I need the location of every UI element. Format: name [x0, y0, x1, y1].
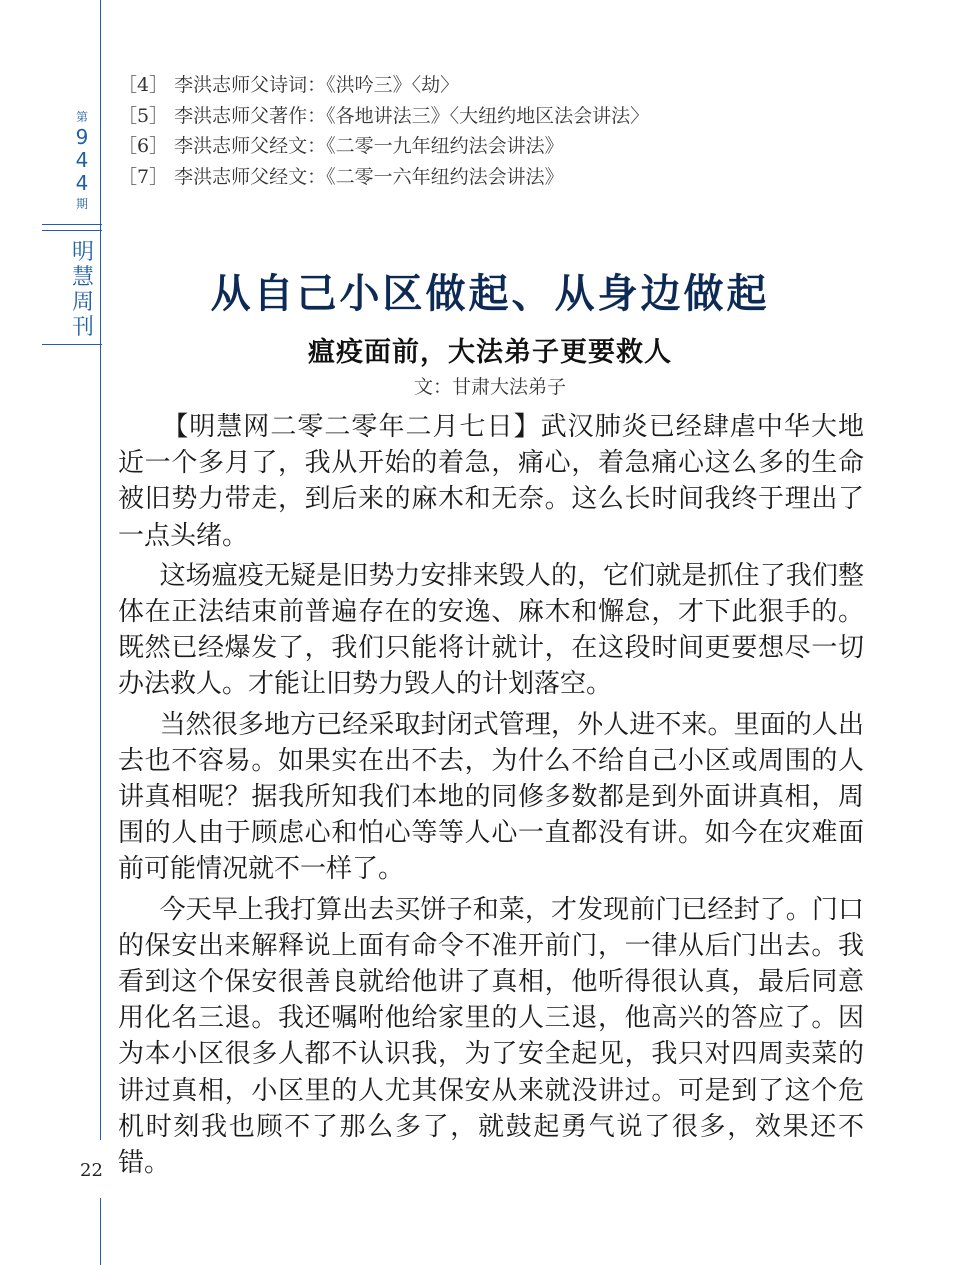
issue-digit: 4 [75, 148, 89, 172]
reference-item: ［7］ 李洪志师父经文：《二零一六年纽约法会讲法》 [118, 165, 564, 188]
margin-rule-vertical-lower [100, 1198, 101, 1265]
issue-label [60, 108, 104, 213]
article-body [118, 409, 864, 1181]
magazine-title [66, 240, 100, 340]
issue-suffix: 期 [75, 197, 88, 211]
paragraph: 这场瘟疫无疑是旧势力安排来毁人的，它们就是抓住了我们整体在正法结束前普遍存在的安逸、麻木和懈怠，才下此狠手的。既然已经爆发了，我们只能将计就计，在这段时间更要想尽一切办法救人。才能让旧势力毁人的计划落空。 [118, 560, 864, 700]
sidebar-divider [42, 344, 102, 345]
sidebar-divider [42, 224, 102, 225]
issue-digit: 9 [75, 125, 89, 149]
article-author: 文：甘肃大法弟子 [413, 376, 566, 398]
sidebar-divider [42, 230, 102, 231]
paragraph: 【明慧网二零二零年二月七日】武汉肺炎已经肆虐中华大地近一个多月了，我从开始的着急，痛心，着急痛心这么多的生命被旧势力带走，到后来的麻木和无奈。这么长时间我终于理出了一点头绪。 [118, 412, 864, 551]
magazine-title-char: 周 [71, 290, 94, 315]
paragraph: 今天早上我打算出去买饼子和菜，才发现前门已经封了。门口的保安出来解释说上面有命令不准开前门，一律从后门出去。我看到这个保安很善良就给他讲了真相，他听得很认真，最后同意用化名三退。我还嘱咐他给家里的人三退，他高兴的答应了。因为本小区很多人都不认识我，为了安全起见，我只对四周卖菜的讲过真相，小区里的人尤其保安从来就没讲过。可是到了这个危机时刻我也顾不了那么多了，就鼓起勇气说了很多，效果还不错。 [118, 894, 864, 1179]
paragraph: 当然很多地方已经采取封闭式管理，外人进不来。里面的人出去也不容易。如果实在出不去，为什么不给自己小区或周围的人讲真相呢？据我所知我们本地的同修多数都是到外面讲真相，周围的人由于顾虑心和怕心等等人心一直都没有讲。如今在灾难面前可能情况就不一样了。 [118, 709, 864, 885]
magazine-title-char: 明 [71, 240, 94, 265]
issue-digit: 4 [75, 171, 89, 195]
article-title: 从自己小区做起、从身边做起 [210, 271, 770, 317]
magazine-title-char: 刊 [71, 315, 94, 340]
reference-item: ［5］ 李洪志师父著作：《各地讲法三》〈大纽约地区法会讲法〉 [118, 104, 650, 127]
page-number: 22 [80, 1160, 103, 1181]
magazine-title-char: 慧 [71, 265, 94, 290]
reference-item: ［4］ 李洪志师父诗词：《洪吟三》〈劫〉 [118, 74, 460, 96]
article-subtitle: 瘟疫面前，大法弟子更要救人 [308, 337, 672, 368]
issue-prefix: 第 [75, 110, 88, 124]
reference-item: ［6］ 李洪志师父经文：《二零一九年纽约法会讲法》 [118, 135, 564, 157]
reference-list [118, 70, 649, 192]
